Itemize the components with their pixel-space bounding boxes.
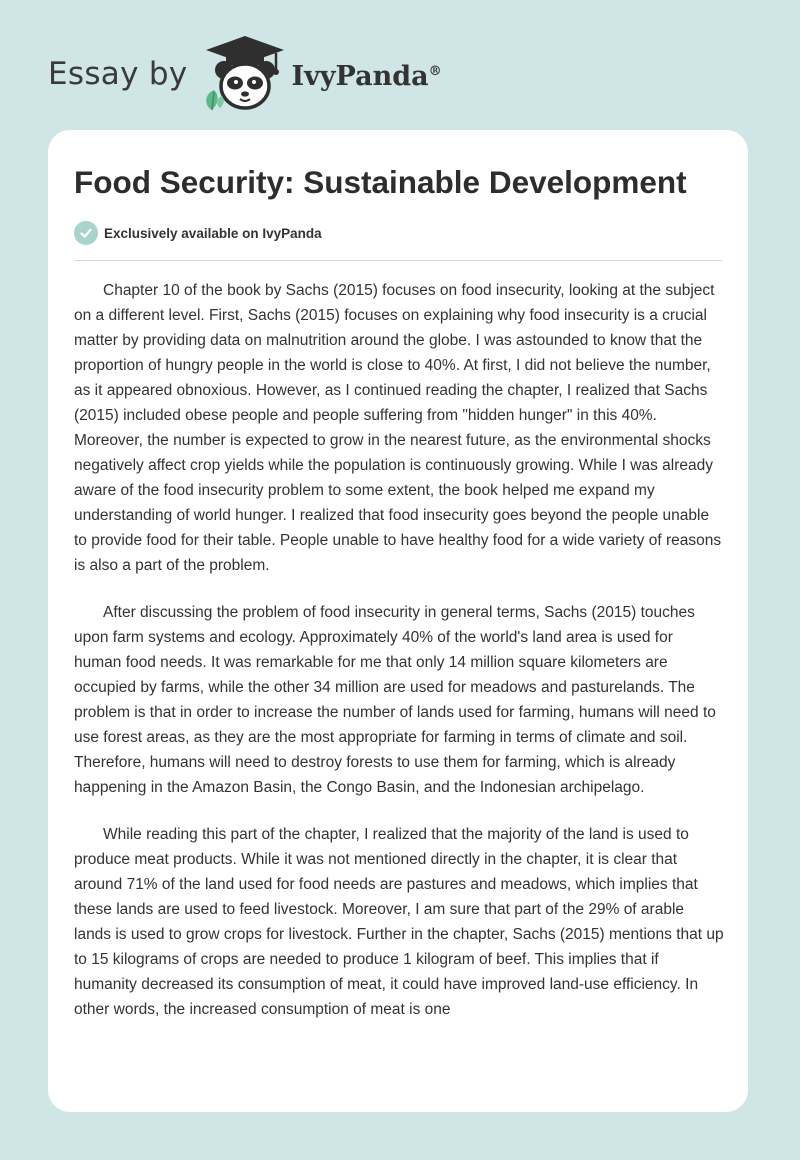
exclusive-badge	[74, 221, 322, 245]
divider	[74, 260, 722, 261]
essay-card	[48, 130, 748, 1112]
paragraph: While reading this part of the chapter, I realized that the majority of the land is used to produce meat products. While it was not mentioned directly in the chapter, it is clear that around 71% of the land used for food needs are pastures and meadows, which implies that these lands are used to feed livestock. Moreover, I am sure that part of the 29% of arable lands is used to grow crops for livestock. Further in the chapter, Sachs (2015) mentions that up to 15 kilograms of crops are needed to produce 1 kilogram of beef. This implies that if humanity decreased its consumption of meat, it could have improved land-use efficiency. In other words, the increased consumption of meat is one	[74, 826, 724, 1018]
site-header	[48, 34, 748, 114]
page-title: Food Security: Sustainable Development	[74, 164, 687, 200]
panda-graduate-icon	[202, 34, 288, 114]
exclusive-label: Exclusively available on IvyPanda	[104, 225, 322, 241]
brand-name[interactable]: IvyPanda®	[291, 60, 442, 92]
registered-mark: ®	[428, 63, 442, 79]
check-circle-icon	[74, 221, 98, 245]
essay-body	[74, 278, 724, 1044]
paragraph: After discussing the problem of food insecurity in general terms, Sachs (2015) touches upon farm systems and ecology. Approximately 40% of the world's land area is used for human food needs. It was remarkable for me that only 14 million square kilometers are occupied by farms, while the other 34 million are used for meadows and pasturelands. The problem is that in order to increase the number of lands used for farming, humans will need to use forest areas, as they are the most appropriate for farming in terms of climate and soil. Therefore, humans will need to destroy forests to use them for farming, which is already happening in the Amazon Basin, the Congo Basin, and the Indonesian archipelago.	[74, 604, 716, 796]
paragraph: Chapter 10 of the book by Sachs (2015) focuses on food insecurity, looking at the subject on a different level. First, Sachs (2015) focuses on explaining why food insecurity is a crucial matter by providing data on malnutrition around the globe. I was astounded to know that the proportion of hungry people in the world is close to 40%. At first, I did not believe the number, as it appeared obnoxious. However, as I continued reading the chapter, I realized that Sachs (2015) included obese people and people suffering from "hidden hunger" in this 40%. Moreover, the number is expected to grow in the nearest future, as the environmental shocks negatively affect crop yields while the population is continuously growing. While I was already aware of the food insecurity problem to some extent, the book helped me expand my understanding of world hunger. I realized that food insecurity goes beyond the people unable to provide food for their table. People unable to have healthy food for a wide variety of reasons is also a part of the problem.	[74, 282, 722, 574]
essay-by-label: Essay by	[48, 56, 188, 92]
